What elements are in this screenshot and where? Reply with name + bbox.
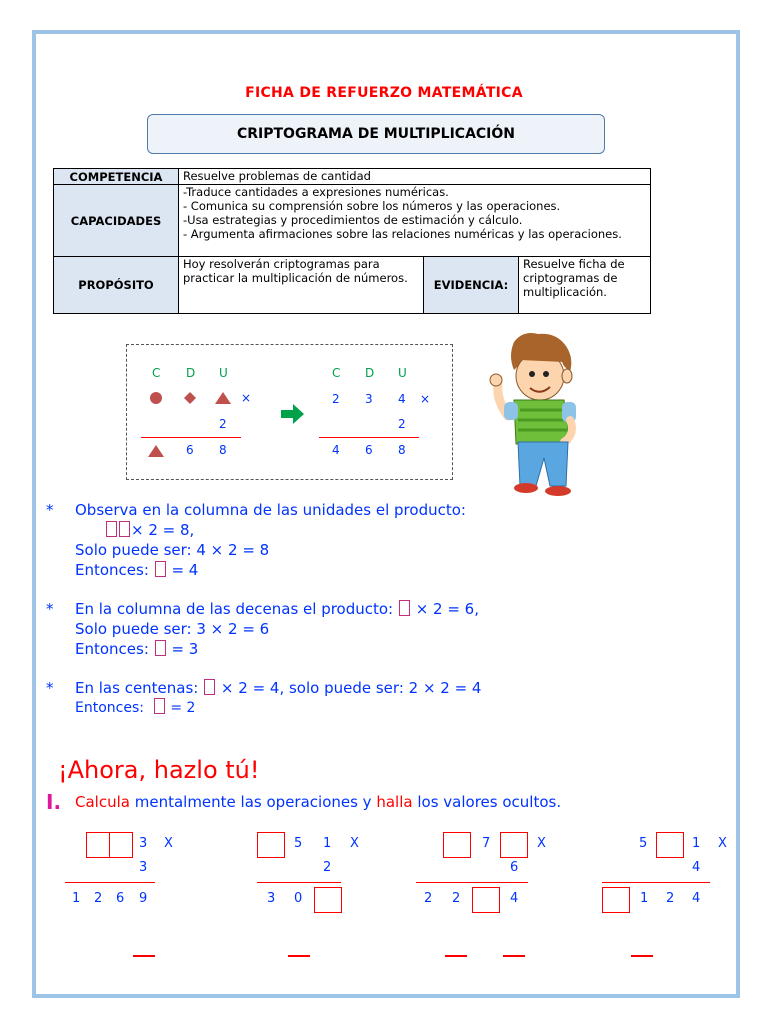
answer-box[interactable] [314,887,342,913]
step-3-value: = 2 [170,700,196,716]
result-digit: 4 [692,891,701,906]
answer-line[interactable] [133,955,155,957]
step-2-line: Solo puede ser: 3 × 2 = 6 [75,620,270,638]
bullet-1: * [46,501,54,519]
bullet-2: * [46,600,54,618]
competencia-value: Resuelve problemas de cantidad [179,169,651,185]
col-u-label: U [398,366,407,380]
multiplier: 6 [510,860,519,875]
capacidades-label: CAPACIDADES [54,185,179,257]
step-3-text: En las centenas: [75,679,199,697]
step-3-line [75,678,481,698]
left-sum-line [141,437,241,438]
right-multiplier: 2 [398,417,406,431]
left-result-digit: 6 [186,443,194,457]
sum-line [65,882,155,883]
info-table [53,168,651,314]
result-digit: 6 [116,891,125,906]
step-1-line: Observa en la columna de las unidades el producto: [75,501,466,519]
step-3 [75,678,481,718]
answer-box[interactable] [472,887,500,913]
answer-box[interactable] [602,887,630,913]
step-1-line: Solo puede ser: 4 × 2 = 8 [75,541,270,559]
result-digit: 0 [294,891,303,906]
step-2-expr: × 2 = 6, [415,600,479,618]
col-d-label: D [365,366,375,380]
result-digit: 2 [452,891,461,906]
result-digit: 4 [510,891,519,906]
multiplier: 2 [323,860,332,875]
answer-box[interactable] [109,832,133,858]
answer-box[interactable] [443,832,471,858]
triangle-icon [148,443,166,459]
left-multiplier: 2 [219,417,227,431]
step-2-text: En la columna de las decenas el producto: [75,600,394,618]
diamond-icon [184,392,196,404]
step-1-entonces: Entonces: [75,561,149,579]
answer-box[interactable] [86,832,110,858]
col-d-label: D [186,366,196,380]
answer-box[interactable] [257,832,285,858]
arrow-right-icon [281,404,305,424]
top-digit: 5 [639,836,648,851]
sum-line [416,882,528,883]
page-title: FICHA DE REFUERZO MATEMÁTICA [245,85,523,101]
times-sign: X [718,836,727,851]
step-1-expr: × 2 = 8, [131,521,195,539]
times-sign: X [350,836,359,851]
answer-box[interactable] [656,832,684,858]
step-1-line [75,520,466,540]
right-top-digit: 4 [398,392,406,406]
boy-illustration [478,330,590,500]
step-2-value: = 3 [171,640,199,658]
step-2 [75,599,479,659]
step-2-line [75,639,479,659]
instr-halla: halla [376,793,413,811]
evidencia-label: EVIDENCIA: [424,257,519,314]
result-digit: 9 [139,891,148,906]
answer-line[interactable] [503,955,525,957]
circle-icon [150,392,162,404]
capacidad-item: -Usa estrategias y procedimientos de estimación y cálculo. [183,213,523,227]
multiplier: 4 [692,860,701,875]
result-digit: 2 [94,891,103,906]
step-2-entonces: Entonces: [75,640,149,658]
answer-line[interactable] [288,955,310,957]
blank-square [155,561,166,577]
result-digit: 2 [424,891,433,906]
instr-calcula: Calcula [75,793,130,811]
times-sign: × [420,392,431,406]
top-digit: 1 [323,836,332,851]
top-digit: 3 [139,836,148,851]
answer-box[interactable] [500,832,528,858]
result-digit: 1 [640,891,649,906]
blank-square [154,698,165,714]
result-digit: 3 [267,891,276,906]
step-1-value: = 4 [171,561,199,579]
evidencia-value: Resuelve ficha de criptogramas de multiplicación. [519,257,651,314]
blank-square [399,600,410,616]
col-c-label: C [332,366,341,380]
sum-line [602,882,710,883]
step-3-expr: × 2 = 4, solo puede ser: 2 × 2 = 4 [220,679,482,697]
col-c-label: C [152,366,161,380]
section-number: I. [46,790,62,814]
proposito-label: PROPÓSITO [54,257,179,314]
right-sum-line [319,437,419,438]
right-result-digit: 6 [365,443,373,457]
blank-square [204,679,215,695]
top-digit: 1 [692,836,701,851]
blank-square [155,640,166,656]
practice-instruction [75,793,561,811]
result-digit: 1 [72,891,81,906]
times-sign: × [241,391,252,405]
multiplier: 3 [139,860,148,875]
step-1-line [75,560,466,580]
result-digit: 2 [666,891,675,906]
triangle-icon [215,392,231,404]
capacidad-item: - Argumenta afirmaciones sobre las relaciones numéricas y las operaciones. [183,227,622,241]
step-1 [75,500,466,580]
instr-mentalmente: mentalmente las operaciones y [134,793,372,811]
capacidad-item: - Comunica su comprensión sobre los números y las operaciones. [183,199,561,213]
blank-square [119,521,130,537]
right-top-digit: 2 [332,392,340,406]
answer-line[interactable] [445,955,467,957]
times-sign: X [164,836,173,851]
right-top-digit: 3 [365,392,373,406]
competencia-label: COMPETENCIA [54,169,179,185]
sum-line [257,882,341,883]
col-u-label: U [219,366,228,380]
proposito-value: Hoy resolverán criptogramas para practicar la multiplicación de números. [179,257,424,314]
left-result-digit: 8 [219,443,227,457]
top-digit: 7 [482,836,491,851]
bullet-3: * [46,679,54,697]
times-sign: X [537,836,546,851]
right-result-digit: 8 [398,443,406,457]
practice-heading: ¡Ahora, hazlo tú! [58,756,260,784]
blank-square [106,521,117,537]
top-digit: 5 [294,836,303,851]
capacidad-item: -Traduce cantidades a expresiones numéricas. [183,185,449,199]
step-3-entonces: Entonces: [75,700,144,716]
symbol-row [148,390,248,406]
instr-rest: los valores ocultos. [417,793,562,811]
right-result-digit: 4 [332,443,340,457]
capacidades-value [179,185,651,257]
step-3-line [75,698,481,718]
answer-line[interactable] [631,955,653,957]
subtitle-box: CRIPTOGRAMA DE MULTIPLICACIÓN [147,114,605,154]
step-2-line [75,599,479,619]
